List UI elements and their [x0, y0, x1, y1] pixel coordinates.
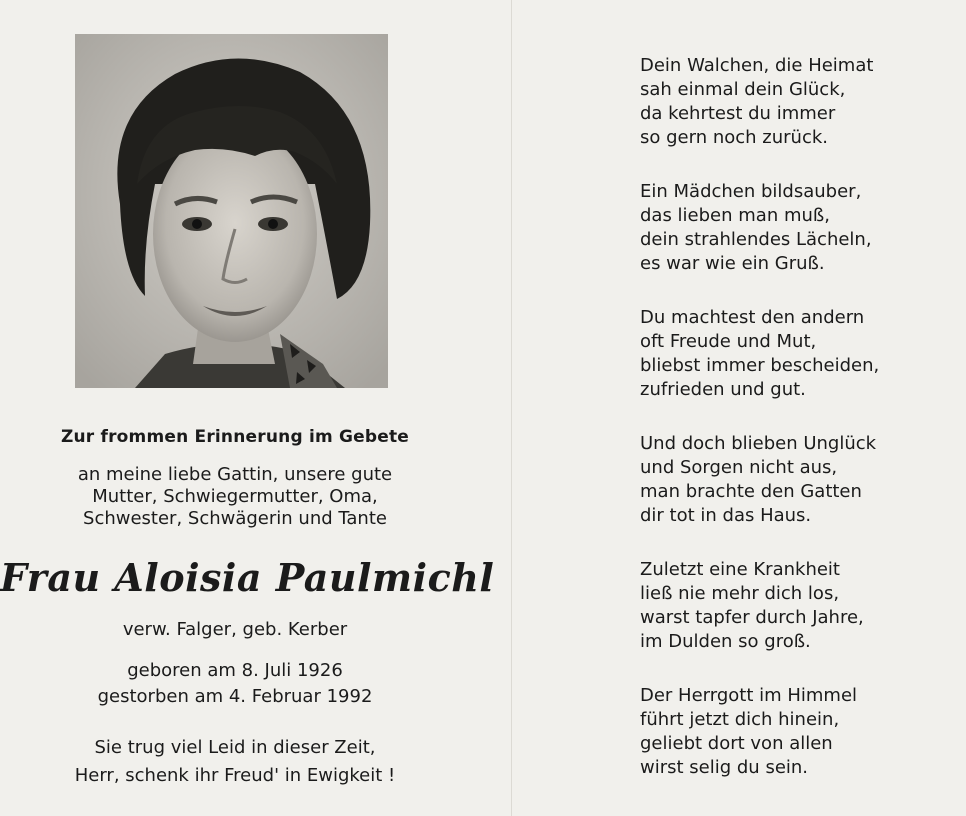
poem-stanza: [640, 180, 940, 276]
card-fold-line: [511, 0, 512, 816]
poem-stanza: [640, 684, 940, 780]
poem-line: oft Freude und Mut,: [640, 331, 817, 352]
deceased-name: Frau Aloisia Paulmichl: [0, 555, 495, 600]
portrait-photo: [75, 34, 388, 388]
poem-line: man brachte den Gatten: [640, 481, 862, 502]
death-date: gestorben am 4. Februar 1992: [97, 686, 373, 707]
poem-line: warst tapfer durch Jahre,: [640, 607, 864, 628]
poem-line: so gern noch zurück.: [640, 127, 828, 148]
poem-panel: [640, 54, 940, 810]
birth-date: geboren am 8. Juli 1926: [127, 660, 343, 681]
poem-line: dein strahlendes Lächeln,: [640, 229, 872, 250]
verse-line: Sie trug viel Leid in dieser Zeit,: [94, 737, 376, 758]
dedication-line: Schwester, Schwägerin und Tante: [83, 508, 387, 529]
poem-line: und Sorgen nicht aus,: [640, 457, 838, 478]
poem-line: Dein Walchen, die Heimat: [640, 55, 874, 76]
poem-line: da kehrtest du immer: [640, 103, 836, 124]
dedication-line: an meine liebe Gattin, unsere gute: [77, 464, 393, 485]
memorial-heading: Zur frommen Erinnerung im Gebete: [60, 427, 410, 447]
closing-verse: [0, 734, 470, 790]
poem-stanza: [640, 432, 940, 528]
poem-line: zufrieden und gut.: [640, 379, 806, 400]
poem-line: geliebt dort von allen: [640, 733, 833, 754]
life-dates: [0, 658, 470, 710]
poem-line: im Dulden so groß.: [640, 631, 811, 652]
poem-line: ließ nie mehr dich los,: [640, 583, 840, 604]
poem-line: Zuletzt eine Krankheit: [640, 559, 840, 580]
verse-line: Herr, schenk ihr Freud' in Ewigkeit !: [74, 765, 396, 786]
portrait-image: [75, 34, 388, 388]
dedication-line: Mutter, Schwiegermutter, Oma,: [92, 486, 378, 507]
poem-line: Ein Mädchen bildsauber,: [640, 181, 862, 202]
poem-stanza: [640, 558, 940, 654]
poem-line: führt jetzt dich hinein,: [640, 709, 840, 730]
poem-line: Und doch blieben Unglück: [640, 433, 877, 454]
poem-line: Du machtest den andern: [640, 307, 865, 328]
poem-line: wirst selig du sein.: [640, 757, 809, 778]
poem-line: es war wie ein Gruß.: [640, 253, 825, 274]
maiden-name: verw. Falger, geb. Kerber: [122, 619, 348, 640]
poem-line: bliebst immer bescheiden,: [640, 355, 880, 376]
poem-line: dir tot in das Haus.: [640, 505, 812, 526]
poem-line: Der Herrgott im Himmel: [640, 685, 858, 706]
poem-line: sah einmal dein Glück,: [640, 79, 846, 100]
poem-line: das lieben man muß,: [640, 205, 830, 226]
poem-stanza: [640, 306, 940, 402]
poem-stanza: [640, 54, 940, 150]
dedication-text: [0, 464, 470, 530]
